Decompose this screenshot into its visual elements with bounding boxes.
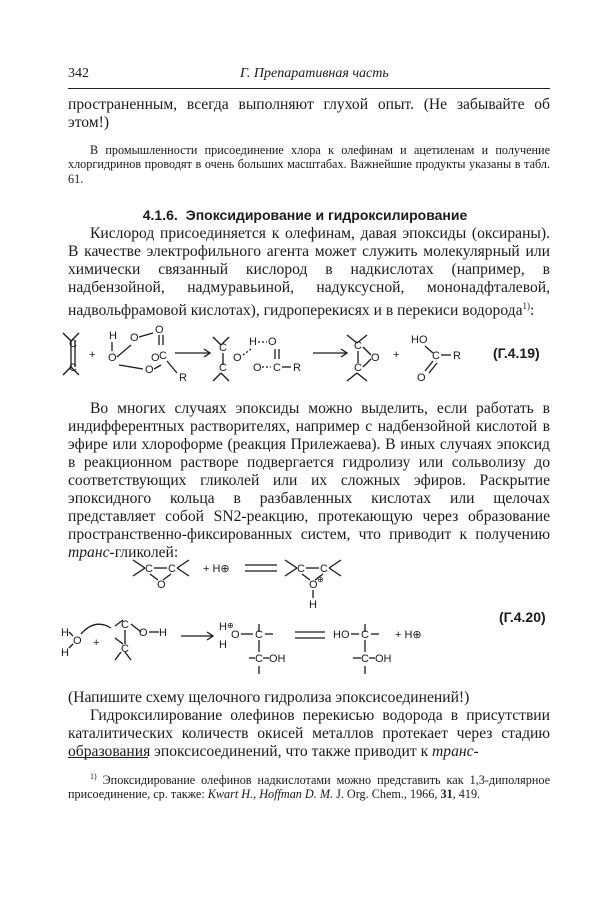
note-paragraph: В промышленности присоединение хлора к олефинам и ацетиленам и получение хлоргидринов проводят в очень больших масштабах. Важнейшие продукты указаны в табл. 61. (68, 143, 550, 186)
svg-text:R: R (453, 350, 461, 362)
svg-text:⊕: ⊕ (227, 621, 234, 630)
svg-text:H: H (219, 621, 227, 633)
equation-label-4-19: (Г.4.19) (493, 345, 540, 361)
alkene-structure (63, 333, 79, 375)
section-title: Эпоксидирование и гидроксилирование (185, 207, 468, 223)
svg-text:C: C (168, 563, 176, 575)
epoxide-reactant (133, 560, 189, 591)
running-title: Г. Препаративная часть (240, 66, 389, 81)
svg-text:C: C (255, 629, 263, 641)
svg-text:H: H (109, 330, 117, 342)
section-heading (68, 207, 550, 223)
svg-text:R: R (179, 372, 187, 384)
svg-text:O: O (151, 352, 160, 364)
footnote-ref: 1) (522, 301, 531, 311)
equation-4-19-scheme (55, 325, 555, 385)
svg-text:O: O (309, 579, 318, 591)
footnote-authors: Kwart H., Hoffman D. M. (207, 787, 334, 802)
svg-text:C: C (432, 350, 440, 362)
paragraph-4 (68, 707, 550, 761)
protonated-glycol-intermediate (219, 621, 286, 674)
svg-text:H: H (159, 627, 167, 639)
svg-text:H: H (249, 336, 257, 348)
footnote-rule (68, 757, 148, 758)
svg-text:C: C (354, 362, 362, 374)
svg-text:C: C (145, 563, 153, 575)
svg-text:C: C (354, 340, 362, 352)
footnote-text: Эпоксидирование олефинов надкислотами можно представить как 1,3-диполярное присоединение, ср. также: (68, 773, 550, 802)
carboxylic-acid-structure (411, 334, 461, 384)
svg-text:OH: OH (375, 653, 392, 665)
page-number: 342 (68, 66, 89, 81)
paragraph-2-italic: транс (68, 544, 110, 561)
svg-text:C: C (121, 619, 129, 631)
svg-text:H: H (61, 627, 69, 639)
plus-sign-2: + (393, 349, 400, 361)
paragraph-1-text: Кислород присоединяется к олефинам, давая эпоксиды (оксираны). В качестве электрофильного агента может служить молекулярный или химически связанный кислород в надкислотах (например, в надбензойной, надмуравьиной, надуксусной, мононадфталевой, надвольфрамовой кислотах), гидроперекисях и в перекиси водорода (68, 225, 550, 320)
paragraph-4-italic: транс- (432, 743, 479, 760)
svg-text:O: O (145, 364, 154, 376)
svg-text:O: O (371, 352, 380, 364)
protonated-epoxide (285, 560, 341, 611)
section-number: 4.1.6. (142, 207, 178, 223)
transition-state-structure (213, 336, 301, 381)
svg-text:C: C (297, 563, 305, 575)
paragraph-1 (68, 225, 550, 320)
svg-text:OH: OH (269, 653, 286, 665)
intro-paragraph: пространенным, всегда выполняют глухой опыт. (Не забывайте об этом!) (68, 96, 550, 131)
svg-text:C: C (219, 342, 227, 354)
header-rule (68, 88, 550, 89)
svg-text:C: C (361, 629, 369, 641)
svg-text:O: O (157, 579, 166, 591)
plus-sign-3: + (93, 637, 100, 649)
svg-text:O: O (139, 627, 148, 639)
svg-text:R: R (293, 362, 301, 374)
footnote-journal: J. Org. Chem., 1966, (336, 787, 438, 802)
paragraph-3: (Напишите схему щелочного гидролиза эпоксисоединений!) (68, 689, 470, 706)
paragraph-1-end: : (530, 302, 535, 320)
svg-text:HO: HO (411, 334, 428, 346)
svg-text:O: O (268, 336, 277, 348)
footnote (68, 770, 550, 802)
proton-release: + H⊕ (395, 629, 422, 641)
svg-text:C: C (69, 338, 77, 350)
paragraph-2-text: Во многих случаях эпоксиды можно выделить, если работать в индифферентных растворителях, например с надбензойной кислотой в эфире или хлороформе (реакция Прилежаева). В иных случаях эпоксид в реакционном растворе подвергается гидролизу или сольволизу до соответствующих гликолей или их сложных эфиров. Раскрытие эпоксидного кольца в разбавленных кислотах или щелочах представляет собой SN2-реакцию, протекающую через образование пространственно-фиксированных систем, что приводит к получению (68, 400, 550, 543)
svg-text:C: C (159, 350, 167, 362)
svg-text:C: C (121, 643, 129, 655)
svg-text:O: O (155, 325, 164, 336)
plus-sign-1: + (89, 349, 96, 361)
svg-text:O: O (130, 332, 139, 344)
svg-text:C: C (273, 362, 281, 374)
svg-text:O: O (253, 362, 262, 374)
svg-text:⊕: ⊕ (317, 575, 324, 584)
svg-text:C: C (320, 563, 328, 575)
svg-text:O: O (233, 352, 242, 364)
svg-text:C: C (219, 362, 227, 374)
svg-text:HO: HO (333, 629, 350, 641)
svg-text:C: C (255, 653, 263, 665)
footnote-pages: , 419. (452, 787, 481, 802)
water-attack (61, 619, 167, 660)
paragraph-2 (68, 400, 550, 562)
equation-label-4-20: (Г.4.20) (499, 609, 546, 625)
svg-text:O: O (73, 635, 82, 647)
svg-text:H: H (219, 639, 227, 651)
svg-text:O: O (108, 352, 117, 364)
equation-4-20-scheme (55, 548, 555, 686)
svg-text:H: H (61, 647, 69, 659)
paragraph-2-end: -гликолей: (109, 544, 179, 561)
proton-addition: + H⊕ (203, 563, 230, 575)
paragraph-4-text: Гидроксилирование олефинов перекисью водорода в присутствии каталитических количеств окисей металлов протекает через стадию образования эпоксисоединений, что также приводит к (68, 707, 550, 760)
epoxide-structure (347, 335, 380, 381)
svg-text:O: O (231, 629, 240, 641)
footnote-mark: 1) (90, 772, 97, 781)
svg-text:C: C (361, 653, 369, 665)
svg-text:C: C (69, 362, 77, 374)
svg-text:O: O (417, 372, 426, 384)
peracid-structure (108, 325, 187, 384)
trans-glycol-product (333, 624, 392, 674)
footnote-volume: 31 (440, 787, 453, 802)
svg-text:H: H (309, 599, 317, 611)
